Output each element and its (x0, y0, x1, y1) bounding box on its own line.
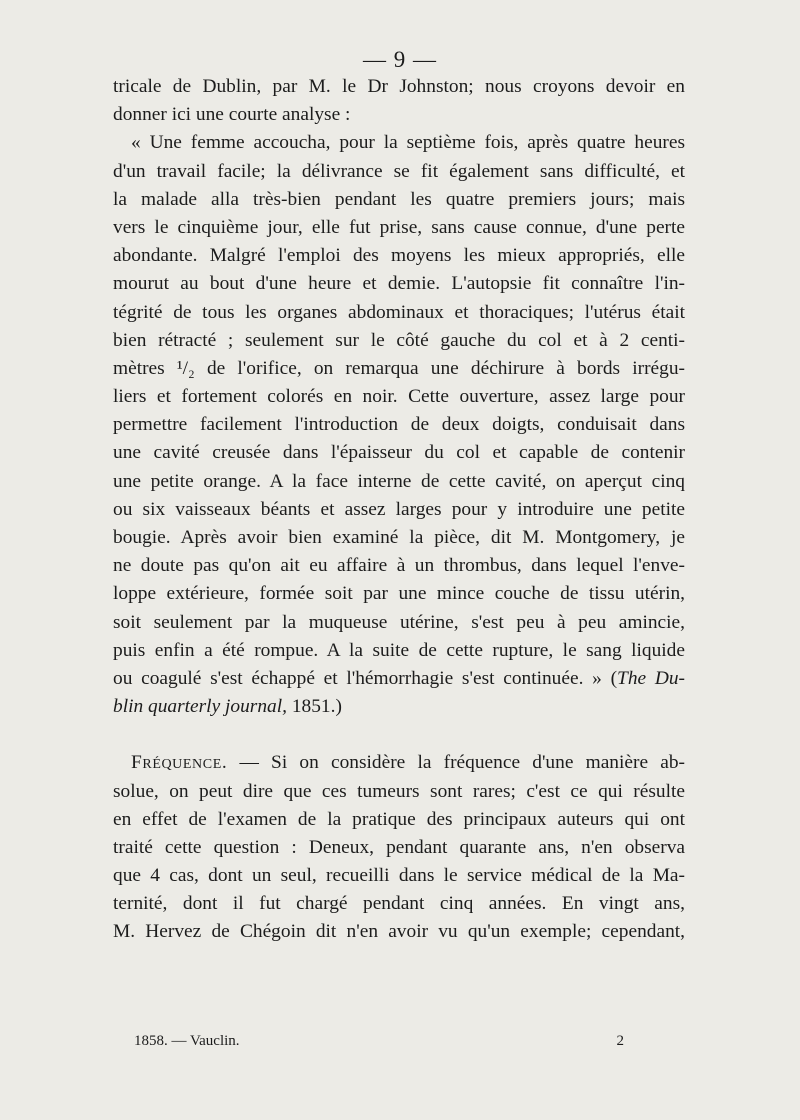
journal-title-part: The Du- (617, 667, 685, 689)
quote-line: mourut au bout d'une heure et demie. L'autopsie fit connaître l'in- (113, 273, 685, 295)
quote-line: tégrité de tous les organes abdominaux et thoraciques; l'utérus était (113, 301, 685, 323)
citation-year: 1851.) (286, 696, 342, 718)
journal-title-part: blin quarterly journal, (113, 696, 287, 718)
quote-line: ou six vaisseaux béants et assez larges pour y introduire une petite (113, 498, 685, 520)
quote-line: d'un travail facile; la délivrance se fit également sans difficulté, et (113, 160, 685, 182)
text-line: traité cette question : Deneux, pendant quarante ans, n'en observa (113, 836, 685, 858)
quote-line: mètres ¹/₂ de l'orifice, on remarqua une déchirure à bords irrégu- (113, 357, 685, 379)
printer-signature: 1858. — Vauclin. (134, 1033, 240, 1049)
section-text: — Si on considère la fréquence d'une manière ab- (227, 752, 685, 774)
body-text (113, 73, 685, 947)
section-heading: Fréquence. (131, 752, 228, 774)
text-line: donner ici une courte analyse : (113, 104, 351, 126)
quote-line (113, 693, 685, 721)
text-line: ternité, dont il fut chargé pendant cinq années. En vingt ans, (113, 893, 685, 915)
quote-line: loppe extérieure, formée soit par une mince couche de tissu utérin, (113, 583, 685, 605)
quote-line: permettre facilement l'introduction de deux doigts, conduisait dans (113, 414, 685, 436)
page-footer (134, 1033, 624, 1050)
section-line (113, 749, 685, 777)
quote-line: la malade alla très-bien pendant les quatre premiers jours; mais (113, 188, 685, 210)
quote-line: une petite orange. A la face interne de cette cavité, on aperçut cinq (113, 470, 685, 492)
text-line: tricale de Dublin, par M. le Dr Johnston; nous croyons devoir en (113, 76, 685, 97)
text-line: solue, on peut dire que ces tumeurs sont rares; c'est ce qui résulte (113, 780, 685, 802)
text-line: M. Hervez de Chégoin dit n'en avoir vu qu'un exemple; cependant, (113, 921, 685, 943)
signature-mark: 2 (616, 1033, 624, 1049)
quote-line: abondante. Malgré l'emploi des moyens les mieux appropriés, elle (113, 245, 685, 267)
quote-line (113, 665, 685, 693)
quote-line: liers et fortement colorés en noir. Cette ouverture, assez large pour (113, 386, 685, 408)
quote-line: puis enfin a été rompue. A la suite de cette rupture, le sang liquide (113, 639, 685, 661)
quote-line: « Une femme accoucha, pour la septième fois, après quatre heures (131, 132, 685, 154)
quote-line: vers le cinquième jour, elle fut prise, sans cause connue, d'une perte (113, 216, 685, 238)
quote-end-text: ou coagulé s'est échappé et l'hémorrhagie s'est continuée. » ( (113, 667, 618, 689)
quote-line: bougie. Après avoir bien examiné la pièce, dit M. Montgomery, je (113, 527, 685, 548)
text-line: que 4 cas, dont un seul, recueilli dans le service médical de la Ma- (113, 865, 685, 887)
quote-line: une cavité creusée dans l'épaisseur du col et capable de contenir (113, 442, 685, 464)
quote-line: soit seulement par la muqueuse utérine, s'est peu à peu amincie, (113, 611, 685, 633)
text-line: en effet de l'examen de la pratique des principaux auteurs qui ont (113, 808, 685, 830)
quote-line: ne doute pas qu'on ait eu affaire à un thrombus, dans lequel l'enve- (113, 555, 685, 577)
page-number: — 9 — (363, 47, 437, 72)
quote-line: bien rétracté ; seulement sur le côté gauche du col et à 2 centi- (113, 329, 685, 351)
